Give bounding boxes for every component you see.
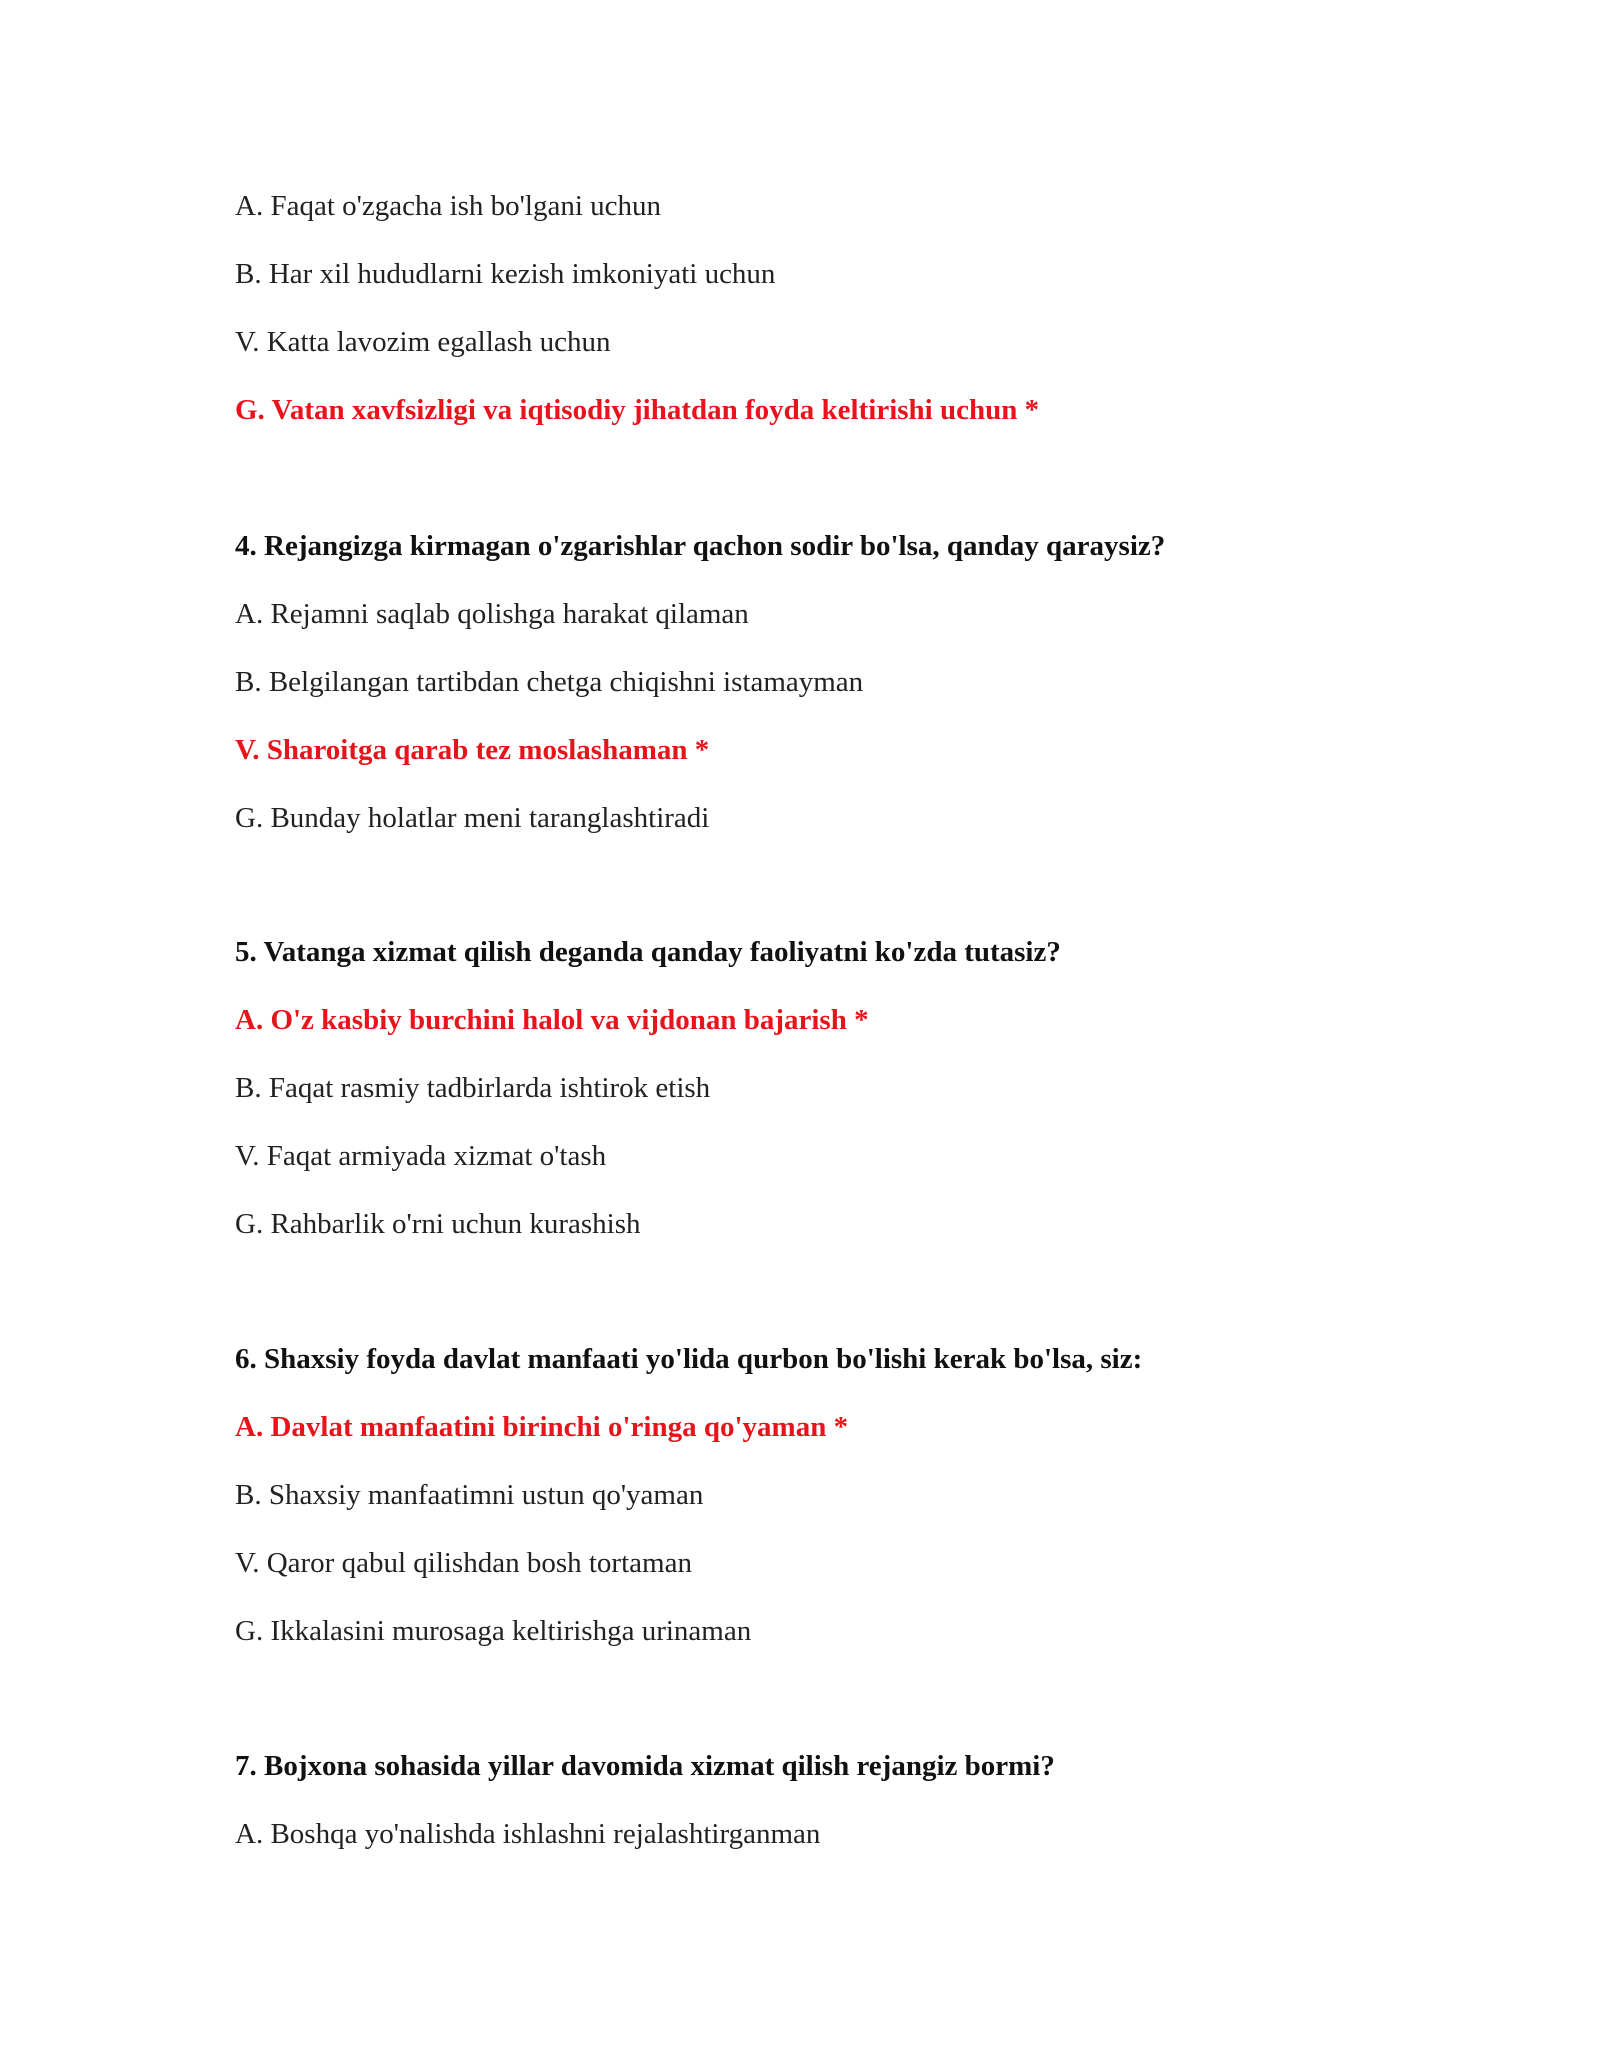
question-title: 6. Shaxsiy foyda davlat manfaati yo'lida qurbon bo'lishi kerak bo'lsa, siz: — [235, 1343, 1143, 1375]
answer-option: A. Faqat o'zgacha ish bo'lgani uchun — [235, 190, 662, 222]
answer-option: V. Qaror qabul qilishdan bosh tortaman — [235, 1547, 692, 1579]
answer-option: G. Rahbarlik o'rni uchun kurashish — [235, 1208, 641, 1240]
answer-option: B. Har xil hududlarni kezish imkoniyati uchun — [235, 258, 776, 290]
answer-option: V. Faqat armiyada xizmat o'tash — [235, 1140, 607, 1172]
answer-option: G. Ikkalasini murosaga keltirishga urinaman — [235, 1615, 752, 1647]
question-title: 7. Bojxona sohasida yillar davomida xizmat qilish rejangiz bormi? — [235, 1750, 1055, 1782]
answer-option: B. Faqat rasmiy tadbirlarda ishtirok etish — [235, 1072, 711, 1104]
question-title: 5. Vatanga xizmat qilish deganda qanday faoliyatni ko'zda tutasiz? — [235, 936, 1061, 968]
correct-answer-option: A. Davlat manfaatini birinchi o'ringa qo'yaman * — [235, 1411, 849, 1443]
answer-option: B. Shaxsiy manfaatimni ustun qo'yaman — [235, 1479, 704, 1511]
answer-option: B. Belgilangan tartibdan chetga chiqishni istamayman — [235, 666, 864, 698]
correct-answer-option: A. O'z kasbiy burchini halol va vijdonan bajarish * — [235, 1004, 869, 1036]
answer-option: G. Bunday holatlar meni taranglashtiradi — [235, 802, 710, 834]
answer-option: A. Rejamni saqlab qolishga harakat qilaman — [235, 598, 749, 630]
question-title: 4. Rejangizga kirmagan o'zgarishlar qachon sodir bo'lsa, qanday qaraysiz? — [235, 530, 1166, 562]
correct-answer-option: G. Vatan xavfsizligi va iqtisodiy jihatdan foyda keltirishi uchun * — [235, 394, 1040, 426]
answer-option: A. Boshqa yo'nalishda ishlashni rejalashtirganman — [235, 1818, 821, 1850]
correct-answer-option: V. Sharoitga qarab tez moslashaman * — [235, 734, 710, 766]
answer-option: V. Katta lavozim egallash uchun — [235, 326, 611, 358]
